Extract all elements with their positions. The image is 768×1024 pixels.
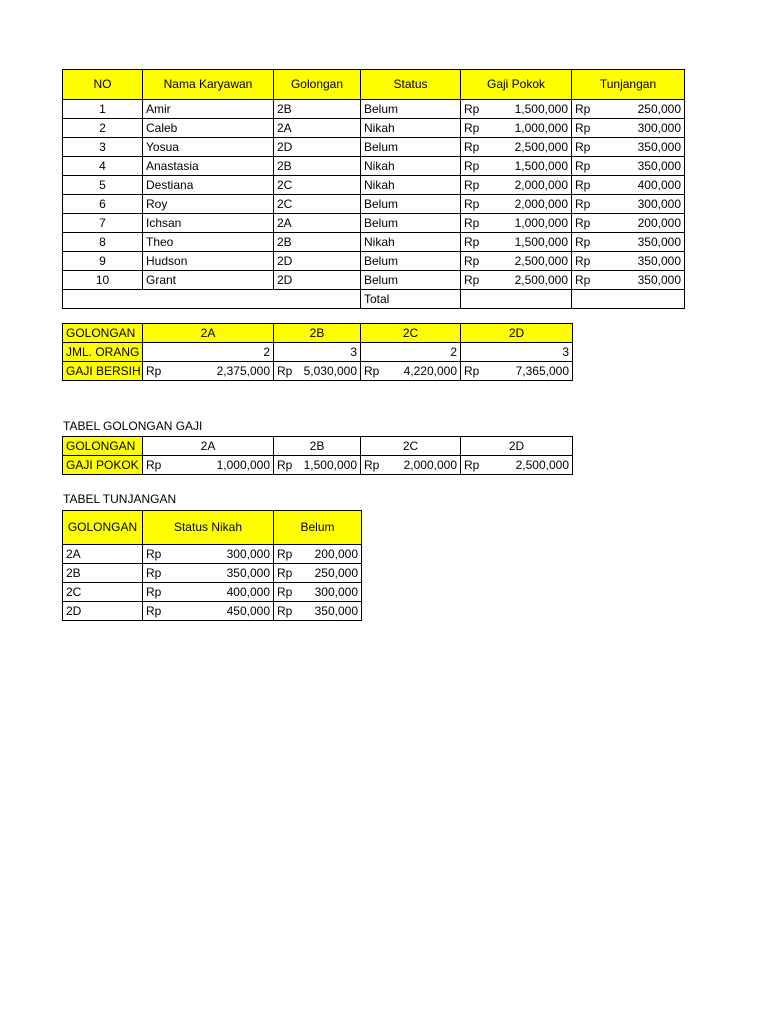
amount: 5,030,000 — [303, 363, 357, 378]
summary-gaji-bersih-cell — [461, 362, 573, 381]
cell-nikah — [143, 545, 274, 564]
currency-label: Rp — [277, 363, 293, 378]
currency-label: Rp — [277, 603, 293, 618]
gaji-golongan-cell: 2A — [143, 437, 274, 456]
employee-table — [62, 69, 685, 309]
table-row — [63, 214, 685, 233]
cell-currency: Rp — [461, 195, 491, 214]
cell-nama: Caleb — [143, 119, 274, 138]
summary-golongan-cell: 2C — [361, 324, 461, 343]
table-row — [63, 138, 685, 157]
tunjangan-header-golongan: GOLONGAN — [63, 511, 143, 545]
amount: 1,000,000 — [216, 457, 270, 472]
amount: 300,000 — [226, 546, 270, 561]
header-tunjangan: Tunjangan — [572, 70, 685, 100]
cell-gaji-pokok: 2,000,000 — [491, 195, 572, 214]
cell-nikah — [143, 602, 274, 621]
cell-tunjangan: 400,000 — [602, 176, 685, 195]
cell-tunjangan: 300,000 — [602, 119, 685, 138]
cell-currency: Rp — [461, 233, 491, 252]
summary-golongan-cell: 2D — [461, 324, 573, 343]
cell-currency: Rp — [572, 176, 602, 195]
cell-golongan: 2D — [274, 138, 361, 157]
amount: 350,000 — [226, 565, 270, 580]
cell-tunjangan: 200,000 — [602, 214, 685, 233]
summary-gaji-bersih-label: GAJI BERSIH — [63, 362, 143, 381]
cell-currency: Rp — [572, 138, 602, 157]
summary-gaji-bersih-cell — [143, 362, 274, 381]
cell-tunjangan: 350,000 — [602, 138, 685, 157]
gaji-pokok-row — [63, 456, 573, 475]
cell-nama: Yosua — [143, 138, 274, 157]
amount: 450,000 — [226, 603, 270, 618]
gaji-pokok-cell — [361, 456, 461, 475]
cell-no: 1 — [63, 100, 143, 119]
cell-currency: Rp — [461, 176, 491, 195]
summary-golongan-cell: 2A — [143, 324, 274, 343]
header-golongan: Golongan — [274, 70, 361, 100]
currency-label: Rp — [277, 546, 293, 561]
tunjangan-header-row — [63, 511, 362, 545]
total-tunjangan-cell — [572, 290, 685, 309]
cell-status: Belum — [361, 195, 461, 214]
cell-no: 6 — [63, 195, 143, 214]
cell-currency: Rp — [461, 100, 491, 119]
tabel-golongan-gaji-caption: TABEL GOLONGAN GAJI — [63, 419, 203, 433]
amount: 400,000 — [226, 584, 270, 599]
table-row — [63, 100, 685, 119]
currency-label: Rp — [364, 457, 380, 472]
gaji-pokok-cell — [274, 456, 361, 475]
summary-jml-cell: 2 — [143, 343, 274, 362]
gaji-pokok-label: GAJI POKOK — [63, 456, 143, 475]
cell-nama: Amir — [143, 100, 274, 119]
header-gaji-pokok: Gaji Pokok — [461, 70, 572, 100]
cell-currency: Rp — [572, 252, 602, 271]
cell-currency: Rp — [572, 233, 602, 252]
cell-no: 5 — [63, 176, 143, 195]
amount: 250,000 — [314, 565, 358, 580]
tunjangan-header-nikah: Status Nikah — [143, 511, 274, 545]
cell-golongan: 2C — [274, 195, 361, 214]
cell-no: 4 — [63, 157, 143, 176]
currency-label: Rp — [146, 565, 162, 580]
currency-label: Rp — [364, 363, 380, 378]
cell-currency: Rp — [572, 100, 602, 119]
cell-currency: Rp — [572, 119, 602, 138]
cell-golongan: 2A — [63, 545, 143, 564]
summary-golongan-cell: 2B — [274, 324, 361, 343]
cell-gaji-pokok: 2,500,000 — [491, 138, 572, 157]
table-row — [63, 564, 362, 583]
cell-no: 3 — [63, 138, 143, 157]
currency-label: Rp — [146, 457, 162, 472]
gaji-golongan-cell: 2D — [461, 437, 573, 456]
cell-nama: Theo — [143, 233, 274, 252]
tabel-golongan-gaji — [62, 436, 573, 475]
cell-nikah — [143, 564, 274, 583]
cell-status: Nikah — [361, 176, 461, 195]
amount: 2,375,000 — [216, 363, 270, 378]
table-row — [63, 545, 362, 564]
currency-label: Rp — [146, 584, 162, 599]
cell-nama: Roy — [143, 195, 274, 214]
cell-status: Belum — [361, 271, 461, 290]
gaji-golongan-cell: 2B — [274, 437, 361, 456]
summary-jml-label: JML. ORANG — [63, 343, 143, 362]
cell-nama: Destiana — [143, 176, 274, 195]
currency-label: Rp — [464, 363, 480, 378]
total-label: Total — [361, 290, 461, 309]
cell-gaji-pokok: 1,000,000 — [491, 119, 572, 138]
cell-no: 8 — [63, 233, 143, 252]
cell-no: 9 — [63, 252, 143, 271]
cell-status: Belum — [361, 100, 461, 119]
summary-jml-cell: 3 — [274, 343, 361, 362]
cell-tunjangan: 350,000 — [602, 252, 685, 271]
table-row — [63, 119, 685, 138]
cell-golongan: 2D — [63, 602, 143, 621]
currency-label: Rp — [146, 603, 162, 618]
cell-golongan: 2B — [274, 100, 361, 119]
table-row — [63, 233, 685, 252]
cell-gaji-pokok: 1,000,000 — [491, 214, 572, 233]
gaji-pokok-cell — [461, 456, 573, 475]
amount: 4,220,000 — [403, 363, 457, 378]
cell-currency: Rp — [461, 271, 491, 290]
summary-table — [62, 323, 573, 381]
cell-golongan: 2B — [274, 157, 361, 176]
amount: 2,000,000 — [403, 457, 457, 472]
cell-golongan: 2C — [274, 176, 361, 195]
cell-currency: Rp — [461, 119, 491, 138]
cell-gaji-pokok: 1,500,000 — [491, 100, 572, 119]
summary-jml-row — [63, 343, 573, 362]
cell-nama: Anastasia — [143, 157, 274, 176]
header-nama: Nama Karyawan — [143, 70, 274, 100]
tunjangan-header-belum: Belum — [274, 511, 362, 545]
cell-status: Belum — [361, 252, 461, 271]
summary-golongan-label: GOLONGAN — [63, 324, 143, 343]
cell-currency: Rp — [461, 157, 491, 176]
cell-belum — [274, 564, 362, 583]
cell-currency: Rp — [461, 138, 491, 157]
currency-label: Rp — [146, 546, 162, 561]
cell-currency: Rp — [572, 214, 602, 233]
cell-currency: Rp — [461, 252, 491, 271]
cell-currency: Rp — [572, 157, 602, 176]
cell-currency: Rp — [461, 214, 491, 233]
summary-gaji-bersih-cell — [274, 362, 361, 381]
cell-currency: Rp — [572, 271, 602, 290]
amount: 1,500,000 — [303, 457, 357, 472]
table-row — [63, 583, 362, 602]
currency-label: Rp — [277, 565, 293, 580]
cell-status: Belum — [361, 214, 461, 233]
total-gaji-cell — [461, 290, 572, 309]
table-row — [63, 271, 685, 290]
currency-label: Rp — [146, 363, 162, 378]
cell-no: 7 — [63, 214, 143, 233]
cell-nama: Grant — [143, 271, 274, 290]
table-header-row — [63, 70, 685, 100]
cell-golongan: 2B — [274, 233, 361, 252]
cell-tunjangan: 250,000 — [602, 100, 685, 119]
amount: 300,000 — [314, 584, 358, 599]
tabel-tunjangan — [62, 510, 362, 621]
cell-golongan: 2D — [274, 252, 361, 271]
cell-no: 10 — [63, 271, 143, 290]
cell-belum — [274, 545, 362, 564]
cell-currency: Rp — [572, 195, 602, 214]
currency-label: Rp — [464, 457, 480, 472]
cell-nikah — [143, 583, 274, 602]
table-row — [63, 602, 362, 621]
table-row — [63, 195, 685, 214]
cell-nama: Hudson — [143, 252, 274, 271]
cell-gaji-pokok: 1,500,000 — [491, 157, 572, 176]
cell-gaji-pokok: 2,500,000 — [491, 252, 572, 271]
summary-golongan-row — [63, 324, 573, 343]
header-no: NO — [63, 70, 143, 100]
gaji-pokok-cell — [143, 456, 274, 475]
cell-golongan: 2A — [274, 214, 361, 233]
cell-nama: Ichsan — [143, 214, 274, 233]
table-row — [63, 176, 685, 195]
cell-tunjangan: 350,000 — [602, 157, 685, 176]
cell-belum — [274, 583, 362, 602]
cell-tunjangan: 350,000 — [602, 233, 685, 252]
cell-status: Nikah — [361, 119, 461, 138]
cell-tunjangan: 300,000 — [602, 195, 685, 214]
gaji-golongan-label: GOLONGAN — [63, 437, 143, 456]
amount: 2,500,000 — [515, 457, 569, 472]
tabel-tunjangan-caption: TABEL TUNJANGAN — [63, 492, 177, 506]
cell-gaji-pokok: 2,000,000 — [491, 176, 572, 195]
table-row — [63, 157, 685, 176]
gaji-golongan-row — [63, 437, 573, 456]
total-row — [63, 290, 685, 309]
amount: 7,365,000 — [515, 363, 569, 378]
cell-status: Nikah — [361, 233, 461, 252]
cell-gaji-pokok: 2,500,000 — [491, 271, 572, 290]
currency-label: Rp — [277, 457, 293, 472]
currency-label: Rp — [277, 584, 293, 599]
header-status: Status — [361, 70, 461, 100]
cell-status: Nikah — [361, 157, 461, 176]
amount: 200,000 — [314, 546, 358, 561]
summary-jml-cell: 3 — [461, 343, 573, 362]
cell-gaji-pokok: 1,500,000 — [491, 233, 572, 252]
table-row — [63, 252, 685, 271]
cell-golongan: 2D — [274, 271, 361, 290]
summary-jml-cell: 2 — [361, 343, 461, 362]
cell-golongan: 2C — [63, 583, 143, 602]
cell-tunjangan: 350,000 — [602, 271, 685, 290]
cell-golongan: 2A — [274, 119, 361, 138]
gaji-golongan-cell: 2C — [361, 437, 461, 456]
cell-status: Belum — [361, 138, 461, 157]
summary-gaji-bersih-row — [63, 362, 573, 381]
summary-gaji-bersih-cell — [361, 362, 461, 381]
total-empty-cell — [63, 290, 361, 309]
cell-no: 2 — [63, 119, 143, 138]
cell-golongan: 2B — [63, 564, 143, 583]
amount: 350,000 — [314, 603, 358, 618]
cell-belum — [274, 602, 362, 621]
